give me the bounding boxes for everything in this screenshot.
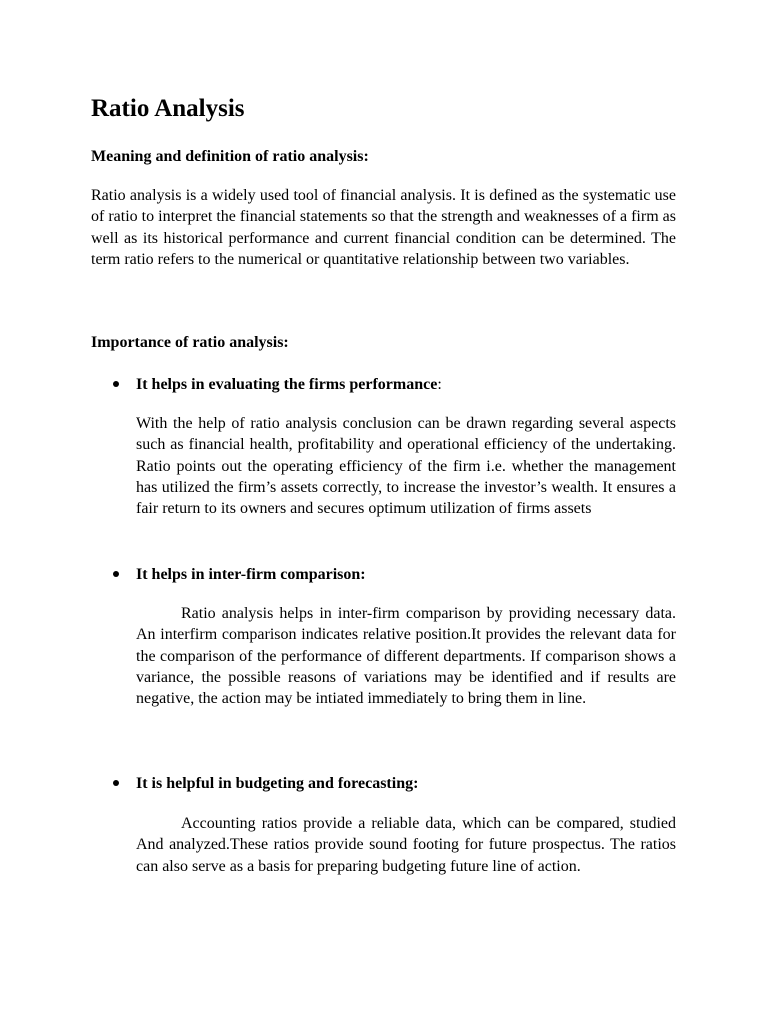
meaning-paragraph: Ratio analysis is a widely used tool of financial analysis. It is defined as the systematic use of ratio to interpret the financial statements so that the strength and weaknesses of a firm as well as its historical performance and current financial condition can be determined. The term ratio refers to the numerical or quantitative relationship between two variables.	[91, 187, 676, 268]
point-paragraph: Accounting ratios provide a reliable data, which can be compared, studied And analyzed.These ratios provide sound footing for future prospectus. The ratios can also serve as a basis for preparing budgeting future line of action.	[136, 815, 676, 875]
meaning-heading: Meaning and definition of ratio analysis:	[91, 148, 369, 165]
bullet-icon	[113, 381, 119, 387]
point-paragraph: With the help of ratio analysis conclusion can be drawn regarding several aspects such as financial health, profitability and operational efficiency of the undertaking. Ratio points out the operating efficiency of the firm i.e. whether the management has utilized the firm’s assets correctly, to increase the investor’s wealth. It ensures a fair return to its owners and secures optimum utilization of firms assets	[136, 415, 676, 518]
bullet-icon	[113, 571, 119, 577]
bullet-icon	[113, 780, 119, 786]
point-paragraph: Ratio analysis helps in inter-firm comparison by providing necessary data. An interfirm comparison indicates relative position.It provides the relevant data for the comparison of the performance of different departments. If comparison shows a variance, the possible reasons of variations may be identified and if results are negative, the action may be intiated immediately to bring them in line.	[136, 605, 676, 708]
point-heading	[136, 374, 442, 395]
point-heading-text: It helps in inter-firm comparison:	[136, 566, 366, 583]
importance-heading: Importance of ratio analysis:	[91, 334, 289, 351]
point-heading-text: It is helpful in budgeting and forecasting:	[136, 775, 419, 792]
page-title: Ratio Analysis	[91, 95, 245, 122]
point-heading	[136, 773, 418, 794]
point-heading-text: It helps in evaluating the firms performance	[136, 376, 438, 393]
point-heading	[136, 564, 366, 585]
point-heading-suffix: :	[437, 376, 442, 393]
